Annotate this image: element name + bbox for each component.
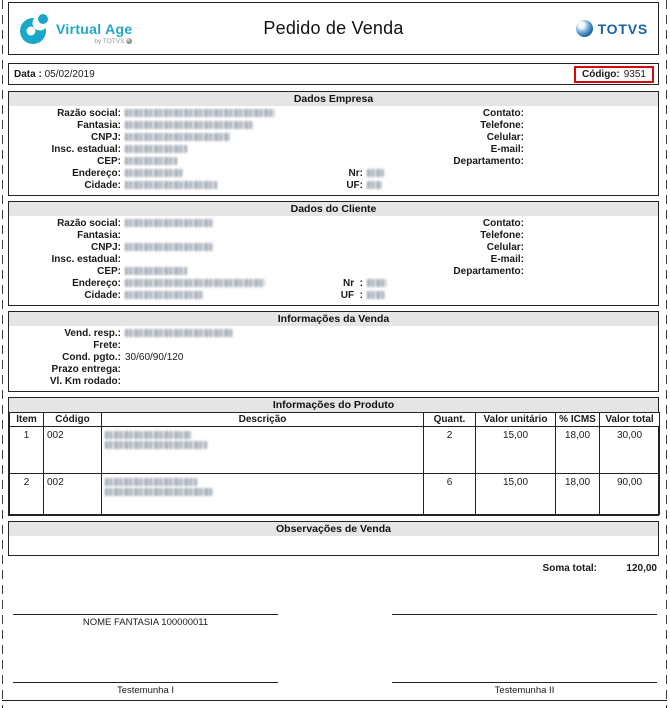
field-label: Vl. Km rodado:: [49, 376, 121, 387]
redacted-value: [125, 133, 230, 141]
product-column-header: Quant.: [424, 413, 476, 427]
field-row: [339, 132, 524, 144]
field-row: [9, 364, 658, 376]
page-title: Pedido de Venda: [263, 18, 404, 38]
redacted-value: [367, 181, 382, 189]
field-label: Fantasia:: [77, 120, 121, 131]
product-cell: 2: [10, 474, 44, 515]
totvs-sphere-icon: [576, 20, 593, 37]
product-description-cell: [102, 427, 424, 474]
product-table-header-row: [10, 413, 660, 427]
product-cell: 2: [424, 427, 476, 474]
field-row: [339, 120, 524, 132]
field-row: [9, 218, 658, 230]
section-title-produto: Informações do Produto: [9, 398, 658, 412]
field-value: [121, 290, 337, 302]
field-label: CEP:: [97, 156, 121, 167]
customer-signature-line: [392, 614, 657, 615]
witness2-signature-line: [392, 682, 657, 683]
field-label: Endereço:: [72, 168, 121, 179]
field-row: [9, 278, 658, 290]
field-label: Contato:: [482, 108, 524, 119]
redacted-description-line: [105, 441, 207, 449]
field-value: [121, 218, 337, 230]
field-value: [121, 168, 337, 180]
code-label: Código:: [581, 68, 620, 80]
code-value: 9351: [623, 68, 646, 80]
field-mid-value: [363, 290, 385, 302]
product-column-header: Descrição: [102, 413, 424, 427]
field-label: E-mail:: [490, 254, 524, 265]
field-label: Departamento:: [453, 156, 524, 167]
field-label: Cond. pgto.:: [62, 352, 121, 363]
grand-total-row: [8, 563, 659, 574]
field-label: CNPJ:: [90, 132, 121, 143]
field-label: Insc. estadual:: [51, 254, 121, 265]
field-label: E-mail:: [490, 144, 524, 155]
field-row: [339, 254, 524, 266]
date-code-row: [8, 63, 659, 85]
product-cell: 1: [10, 427, 44, 474]
print-margin-guide-right: [666, 0, 667, 708]
field-mid-label: UF:: [346, 180, 363, 191]
field-row: [9, 376, 658, 388]
witness1-signature-line: [13, 682, 278, 683]
field-label: Frete:: [93, 340, 121, 351]
witness1-label: Testemunha I: [116, 685, 175, 696]
field-mid-value: [363, 168, 384, 180]
field-row: [9, 230, 658, 242]
field-row: [9, 352, 658, 364]
field-row: [9, 132, 658, 144]
product-cell: 18,00: [556, 427, 600, 474]
print-margin-guide-left: [2, 0, 3, 708]
product-cell: 15,00: [476, 427, 556, 474]
empresa-fields: [9, 106, 658, 195]
field-value: [121, 156, 337, 168]
observacoes-empty-area: [9, 536, 658, 555]
product-column-header: Valor unitário: [476, 413, 556, 427]
field-value: [121, 120, 337, 132]
redacted-description-line: [105, 478, 197, 486]
field-row: [9, 156, 658, 168]
field-label: Prazo entrega:: [51, 364, 121, 375]
field-row: [9, 144, 658, 156]
section-dados-cliente: [8, 201, 659, 306]
field-label: CEP:: [97, 266, 121, 277]
venda-fields: [9, 326, 658, 391]
product-table-row: [10, 427, 660, 474]
field-row: [9, 120, 658, 132]
section-informacoes-venda: [8, 311, 659, 392]
redacted-value: [367, 291, 385, 299]
field-label: Razão social:: [57, 218, 121, 229]
field-row: [9, 328, 658, 340]
field-row: [339, 156, 524, 168]
contact-fields-column: [339, 218, 524, 278]
company-signature-line: [13, 614, 278, 615]
date-value: 05/02/2019: [44, 68, 95, 80]
redacted-value: [125, 329, 233, 337]
section-informacoes-produto: [8, 397, 659, 516]
field-value: [121, 328, 337, 340]
contact-fields-column: [339, 108, 524, 168]
field-value: [121, 180, 337, 192]
field-label: Telefone:: [480, 120, 524, 131]
field-mid-value: [363, 180, 382, 192]
field-row: [9, 180, 658, 192]
field-label: Celular:: [486, 242, 524, 253]
field-value: [121, 108, 337, 120]
field-row: [9, 168, 658, 180]
field-value: [121, 144, 337, 156]
virtualage-logo: [19, 12, 189, 46]
field-value: [121, 132, 337, 144]
redacted-value: [125, 169, 183, 177]
redacted-value: [125, 121, 253, 129]
field-value: 30/60/90/120: [125, 352, 184, 363]
virtualage-mark-icon: [19, 12, 51, 46]
redacted-value: [125, 157, 177, 165]
redacted-description-line: [105, 488, 213, 496]
product-description-cell: [102, 474, 424, 515]
field-mid-value: [363, 278, 387, 290]
product-column-header: Valor total: [600, 413, 660, 427]
field-row: [339, 230, 524, 242]
field-row: [9, 108, 658, 120]
field-row: [9, 340, 658, 352]
field-value: [121, 278, 337, 290]
section-dados-empresa: [8, 91, 659, 196]
totvs-wordmark: TOTVS: [597, 20, 648, 37]
field-label: Vend. resp.:: [64, 328, 121, 339]
product-cell: 6: [424, 474, 476, 515]
signature-area: [8, 574, 659, 708]
product-cell: 002: [44, 474, 102, 515]
field-label: Telefone:: [480, 230, 524, 241]
cliente-fields: [9, 216, 658, 305]
product-cell: 90,00: [600, 474, 660, 515]
field-label: CNPJ:: [90, 242, 121, 253]
totvs-mini-sphere-icon: [126, 38, 132, 44]
field-row: [9, 290, 658, 302]
witness2-label: Testemunha II: [494, 685, 555, 696]
redacted-description-line: [105, 431, 191, 439]
field-row: [9, 266, 658, 278]
field-value: [121, 242, 337, 254]
field-label: Insc. estadual:: [51, 144, 121, 155]
product-cell: 30,00: [600, 427, 660, 474]
section-observacoes: [8, 521, 659, 556]
field-mid-label: Nr:: [348, 168, 363, 179]
field-label: Celular:: [486, 132, 524, 143]
virtualage-wordmark: Virtual Age: [56, 20, 133, 37]
product-column-header: % ICMS: [556, 413, 600, 427]
field-row: [339, 218, 524, 230]
report-body: [8, 91, 659, 708]
virtualage-sub-brand: by TOTVS: [94, 38, 132, 45]
grand-total-label: Soma total:: [542, 563, 597, 574]
report-header: [8, 2, 659, 55]
redacted-value: [125, 109, 275, 117]
field-mid-label: UF :: [340, 290, 363, 301]
redacted-value: [125, 279, 265, 287]
field-label: Fantasia:: [77, 230, 121, 241]
redacted-value: [367, 169, 384, 177]
section-title-observacoes: Observações de Venda: [9, 522, 658, 536]
field-mid-label: Nr :: [343, 278, 363, 289]
redacted-value: [125, 243, 213, 251]
field-label: Endereço:: [72, 278, 121, 289]
product-column-header: Item: [10, 413, 44, 427]
order-code-highlight: [574, 66, 654, 83]
redacted-value: [125, 219, 213, 227]
grand-total-value: 120,00: [626, 563, 657, 574]
product-table-row: [10, 474, 660, 515]
field-row: [339, 108, 524, 120]
redacted-value: [125, 267, 187, 275]
field-row: [339, 242, 524, 254]
redacted-value: [125, 145, 187, 153]
totvs-logo: [478, 20, 648, 37]
product-table: [9, 412, 660, 515]
field-row: [339, 144, 524, 156]
field-row: [339, 266, 524, 278]
product-cell: 002: [44, 427, 102, 474]
date-field: [14, 69, 95, 80]
field-label: Cidade:: [84, 180, 121, 191]
field-label: Razão social:: [57, 108, 121, 119]
section-title-venda: Informações da Venda: [9, 312, 658, 326]
product-cell: 15,00: [476, 474, 556, 515]
product-cell: 18,00: [556, 474, 600, 515]
redacted-value: [125, 291, 203, 299]
field-label: Cidade:: [84, 290, 121, 301]
field-label: Contato:: [482, 218, 524, 229]
field-row: [9, 242, 658, 254]
redacted-value: [367, 279, 387, 287]
date-label: Data :: [14, 68, 42, 80]
section-title-cliente: Dados do Cliente: [9, 202, 658, 216]
field-label: Departamento:: [453, 266, 524, 277]
field-value: [121, 266, 337, 278]
product-column-header: Código: [44, 413, 102, 427]
redacted-value: [125, 181, 217, 189]
field-row: [9, 254, 658, 266]
section-title-empresa: Dados Empresa: [9, 92, 658, 106]
company-signature-label: NOME FANTASIA 100000011: [82, 617, 209, 628]
